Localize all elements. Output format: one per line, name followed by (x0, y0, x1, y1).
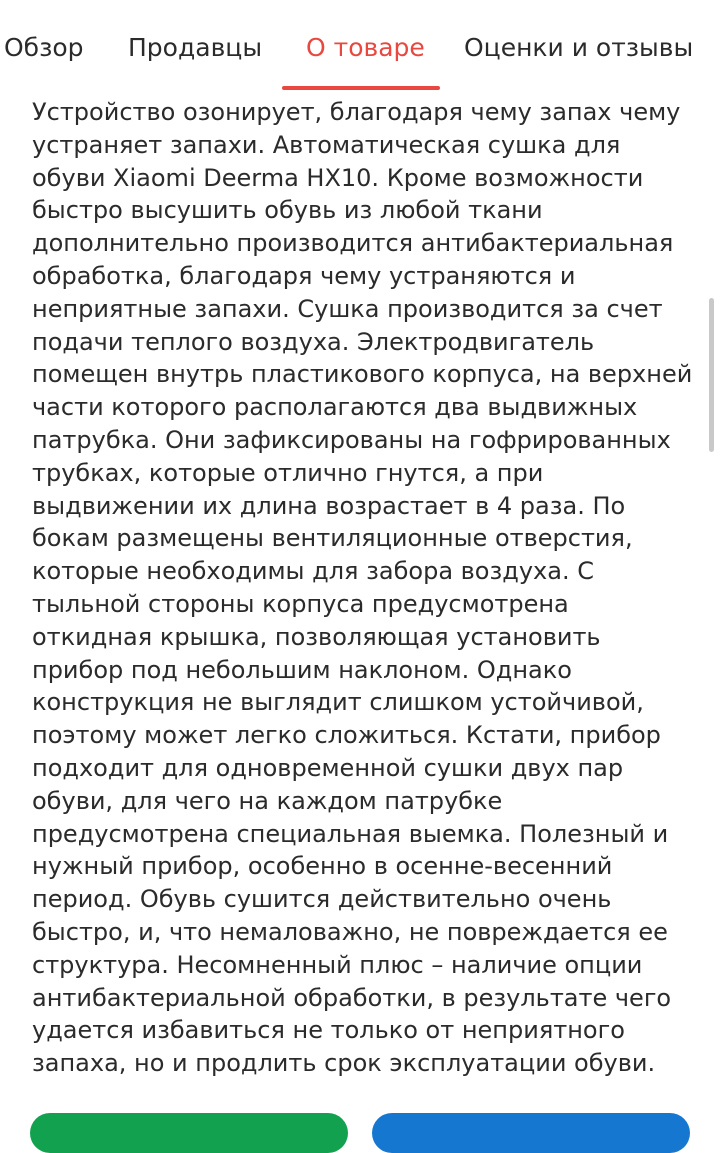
description-line: быстро, и, что немаловажно, не повреждается ее (32, 917, 668, 946)
description-line: откидная крышка, позволяющая установить (32, 622, 601, 651)
description-line: дополнительно производится антибактериальная (32, 229, 674, 258)
description-line: неприятные запахи. Сушка производится за счет (32, 294, 663, 323)
description-line: запаха, но и продлить срок эксплуатации обуви. (32, 1049, 656, 1078)
product-description (32, 96, 704, 1080)
description-line: обработка, благодаря чему устраняются и (32, 261, 576, 290)
description-line: удается избавиться не только от неприятного (32, 1016, 625, 1045)
tab-overview[interactable]: Обзор (4, 33, 84, 62)
scrollbar-thumb[interactable] (709, 298, 714, 452)
description-line: выдвижении их длина возрастает в 4 раза. По (32, 491, 626, 520)
tab-ratings-reviews[interactable]: Оценки и отзывы (464, 33, 694, 62)
description-line: трубках, которые отлично гнутся, а при (32, 458, 544, 487)
description-line: которые необходимы для забора воздуха. С (32, 557, 594, 586)
description-line: патрубка. Они зафиксированы на гофрированных (32, 425, 671, 454)
active-tab-indicator (282, 86, 440, 90)
green-action-button[interactable] (30, 1113, 348, 1153)
description-line: предусмотрена специальная выемка. Полезный и (32, 819, 669, 848)
description-line: конструкция не выглядит слишком устойчивой, (32, 688, 644, 717)
description-line: антибактериальной обработки, в результате чего (32, 983, 672, 1012)
description-line: части которого располагаются два выдвижных (32, 393, 638, 422)
description-line: нужный прибор, особенно в осенне-весенний (32, 852, 613, 881)
tab-about-product[interactable]: О товаре (306, 33, 425, 62)
description-line: тыльной стороны корпуса предусмотрена (32, 589, 569, 618)
description-line: подачи теплого воздуха. Электродвигатель (32, 327, 595, 356)
description-line: поэтому может легко сложиться. Кстати, прибор (32, 721, 661, 750)
description-line: подходит для одновременной сушки двух пар (32, 753, 624, 782)
tab-sellers[interactable]: Продавцы (128, 33, 263, 62)
description-line: период. Обувь сушится действительно очень (32, 885, 612, 914)
description-line: структура. Несомненный плюс – наличие опции (32, 950, 643, 979)
description-line: помещен внутрь пластикового корпуса, на верхней (32, 360, 693, 389)
description-line: быстро высушить обувь из любой ткани (32, 196, 543, 225)
description-line: обуви Xiaomi Deerma HX10. Кроме возможности (32, 163, 644, 192)
description-line: Устройство озонирует, благодаря чему запах чему (32, 98, 681, 126)
description-line: бокам размещены вентиляционные отверстия, (32, 524, 633, 553)
description-line: прибор под небольшим наклоном. Однако (32, 655, 572, 684)
tab-bar (0, 0, 720, 92)
blue-action-button[interactable] (372, 1113, 690, 1153)
description-line: обуви, для чего на каждом патрубке (32, 786, 503, 815)
description-line: устраняет запахи. Автоматическая сушка для (32, 130, 621, 159)
